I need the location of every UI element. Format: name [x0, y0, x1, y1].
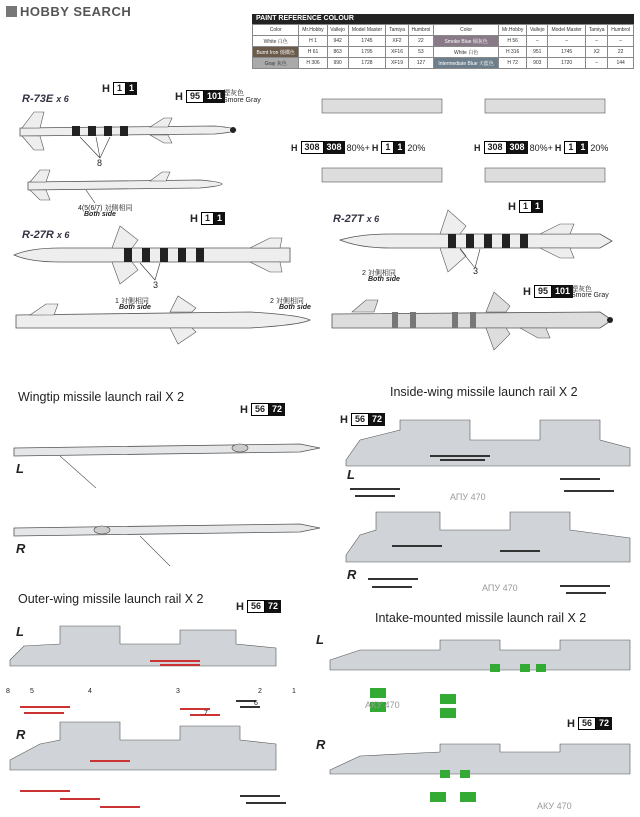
paint-code-h5672-d [567, 717, 612, 730]
outer-side-L: L [16, 624, 24, 639]
r73e-callout: 8 [97, 158, 103, 168]
table-cell: – [586, 36, 608, 47]
r27r-qty: x 6 [56, 230, 70, 240]
code-box: 1 [113, 82, 126, 95]
h-letter: H [236, 600, 244, 613]
outer-side-R: R [16, 727, 26, 742]
code-box-dark: 72 [265, 600, 281, 613]
table-cell: 942 [327, 36, 348, 47]
h-letter: H [291, 142, 298, 153]
header-cell: Mr.Hobby [299, 25, 327, 36]
h95b-cn: 煙灰色 [571, 286, 592, 293]
outer-num: 3 [176, 688, 180, 695]
r73e-qty: x 6 [56, 94, 69, 104]
r27t-note1: 2 対側相同 [362, 270, 396, 277]
table-cell: XF19 [386, 58, 408, 69]
code-box-dark: 308 [507, 141, 528, 154]
h-letter: H [508, 200, 516, 213]
outer-num: 6 [254, 700, 258, 707]
outer-section-title: Outer-wing missile launch rail X 2 [18, 592, 204, 606]
h-letter: H [240, 403, 248, 416]
table-cell: 863 [327, 47, 348, 58]
code-box: 56 [247, 600, 265, 613]
header-cell: Model Master [548, 25, 586, 36]
r27r-note2: 2 対側相同 [270, 298, 304, 305]
r27t-callout: 3 [473, 266, 479, 276]
r73e-note: 4(5(6/7) 対側相同 [78, 205, 133, 212]
code-box-dark: 72 [269, 403, 285, 416]
code-box-dark: 101 [204, 90, 225, 103]
h-letter: H [554, 142, 562, 153]
paint-mix-2 [474, 141, 608, 154]
intake-side-L: L [316, 632, 324, 647]
h-letter: H [567, 717, 575, 730]
table-cell: 903 [527, 58, 548, 69]
header-cell: Vallejo [527, 25, 548, 36]
table-cell: – [527, 36, 548, 47]
r73e-name: R-73E [22, 93, 54, 105]
h-letter: H [371, 142, 379, 153]
paint-code-h5672-b [340, 413, 385, 426]
code-box: 95 [186, 90, 204, 103]
h95-en: Smore Gray [223, 97, 261, 104]
table-cell: 1720 [548, 58, 586, 69]
table-cell: 22 [408, 36, 434, 47]
h95-cn: 煙灰色 [223, 90, 244, 97]
table-cell: Intermediate Blue 天藍色 [434, 58, 499, 69]
code-box: 1 [201, 212, 214, 225]
code-box: 308 [484, 141, 507, 154]
header-cell: Model Master [348, 25, 386, 36]
r27t-qty: x 6 [366, 214, 380, 224]
stencil-aku-2: АКУ 470 [537, 801, 572, 811]
r27t-name: R-27T [333, 213, 364, 225]
outer-rail-L [10, 626, 276, 716]
table-cell: H 306 [299, 58, 327, 69]
code-box: 1 [519, 200, 532, 213]
wingtip-side-R: R [16, 541, 26, 556]
outer-num: 7 [204, 710, 208, 717]
table-cell: Smoke Blue 烟灰色 [434, 36, 499, 47]
code-box-dark: 1 [214, 212, 225, 225]
code-box: 56 [351, 413, 369, 426]
mix-percent: 80%+ [529, 142, 553, 153]
r73e-missile-bottom [28, 170, 222, 203]
mix-percent: 20% [407, 142, 426, 153]
h95b-en: Smore Gray [571, 292, 609, 299]
stencil-apu-1: АПУ 470 [450, 492, 486, 502]
header-cell: Tamiya [386, 25, 408, 36]
outer-num: 2 [258, 688, 262, 695]
paint-table-title: PAINT REFERENCE COLOUR [252, 14, 634, 24]
stencil-aku-1: АКУ 470 [365, 700, 400, 710]
header-cell: Humbrol [608, 25, 634, 36]
outer-num: 8 [6, 688, 10, 695]
table-cell: – [548, 36, 586, 47]
inside-section-title: Inside-wing missile launch rail X 2 [390, 385, 578, 399]
wingtip-rail-L [14, 444, 320, 488]
r27r-both1: Both side [119, 304, 151, 311]
table-cell: White 白色 [434, 47, 499, 58]
table-cell: 127 [408, 58, 434, 69]
header-cell: Vallejo [327, 25, 348, 36]
table-cell: H 316 [499, 47, 527, 58]
table-cell: – [586, 58, 608, 69]
mix-percent: 80%+ [346, 142, 370, 153]
paint-code-h95 [175, 90, 225, 103]
inside-side-L: L [347, 467, 355, 482]
table-cell: H 56 [499, 36, 527, 47]
code-box-dark: 72 [369, 413, 385, 426]
code-box-dark: 101 [552, 285, 573, 298]
r27r-label [22, 229, 69, 241]
inside-rail-L [346, 420, 630, 497]
stencil-apu-2: АПУ 470 [482, 583, 518, 593]
intake-side-R: R [316, 737, 326, 752]
table-cell: 53 [408, 47, 434, 58]
code-box: 56 [578, 717, 596, 730]
table-cell: 1795 [348, 47, 386, 58]
code-box-dark: 308 [324, 141, 345, 154]
table-cell: H 1 [299, 36, 327, 47]
table-cell: 1745 [348, 36, 386, 47]
mix-percent: 20% [590, 142, 609, 153]
r27t-missile-top [340, 210, 612, 272]
paint-code-h1 [102, 82, 137, 95]
table-cell: 144 [608, 58, 634, 69]
intake-section-title: Intake-mounted missile launch rail X 2 [375, 611, 587, 625]
header-cell: Color [253, 25, 299, 36]
paint-code-h1-c [508, 200, 543, 213]
h-letter: H [102, 82, 110, 95]
code-box: 56 [251, 403, 269, 416]
code-box-dark: 1 [532, 200, 543, 213]
table-cell: H 72 [499, 58, 527, 69]
paint-code-h95b [523, 285, 573, 298]
header-cell: Mr.Hobby [499, 25, 527, 36]
code-box-dark: 1 [577, 141, 588, 154]
table-cell: – [608, 36, 634, 47]
table-cell: XF2 [386, 36, 408, 47]
inside-rail-R [346, 512, 630, 594]
code-box: 1 [564, 141, 577, 154]
r27t-both1: Both side [368, 276, 400, 283]
intake-rail-R [330, 744, 630, 802]
code-box-dark: 72 [596, 717, 612, 730]
table-cell: H 61 [299, 47, 327, 58]
r73e-both: Both side [84, 211, 116, 218]
r27r-callout: 3 [153, 280, 159, 290]
h-letter: H [474, 142, 481, 153]
h-letter: H [190, 212, 198, 225]
wingtip-section-title: Wingtip missile launch rail X 2 [18, 390, 185, 404]
h-letter: H [523, 285, 531, 298]
code-box-dark: 1 [126, 82, 137, 95]
code-box: 1 [381, 141, 394, 154]
header-cell: Color [434, 25, 499, 36]
outer-num: 1 [292, 688, 296, 695]
r27r-both2: Both side [279, 304, 311, 311]
r27t-label [333, 213, 379, 225]
table-cell: 990 [327, 58, 348, 69]
h-letter: H [340, 413, 348, 426]
brand-name: HOBBY SEARCH [20, 4, 132, 19]
paint-mix-1 [291, 141, 425, 154]
h-letter: H [175, 90, 183, 103]
table-cell: 1745 [548, 47, 586, 58]
outer-rail-R [10, 722, 286, 808]
code-box: 308 [301, 141, 324, 154]
r73e-missile-top [20, 112, 236, 158]
table-cell: White 白色 [253, 36, 299, 47]
paint-code-h5672-c [236, 600, 281, 613]
table-cell: X2 [586, 47, 608, 58]
table-cell: 1728 [348, 58, 386, 69]
outer-num: 4 [88, 688, 92, 695]
inside-side-R: R [347, 567, 357, 582]
outer-num: 5 [30, 688, 34, 695]
r73e-label [22, 93, 69, 105]
table-cell: 951 [527, 47, 548, 58]
paint-code-h5672-a [240, 403, 285, 416]
table-cell: Gray 灰色 [253, 58, 299, 69]
paint-code-h1-b [190, 212, 225, 225]
r27r-missile-bottom [16, 296, 310, 344]
wingtip-rail-R [14, 524, 320, 566]
header-cell: Humbrol [408, 25, 434, 36]
header-cell: Tamiya [586, 25, 608, 36]
code-box: 95 [534, 285, 552, 298]
code-box-dark: 1 [394, 141, 405, 154]
r27r-note1: 1 対側相同 [115, 298, 149, 305]
r27t-missile-bottom [332, 292, 613, 350]
table-cell: Burnt Iron 燒鐵色 [253, 47, 299, 58]
r27r-name: R-27R [22, 229, 54, 241]
table-cell: 22 [608, 47, 634, 58]
table-cell: XF16 [386, 47, 408, 58]
wingtip-side-L: L [16, 461, 24, 476]
